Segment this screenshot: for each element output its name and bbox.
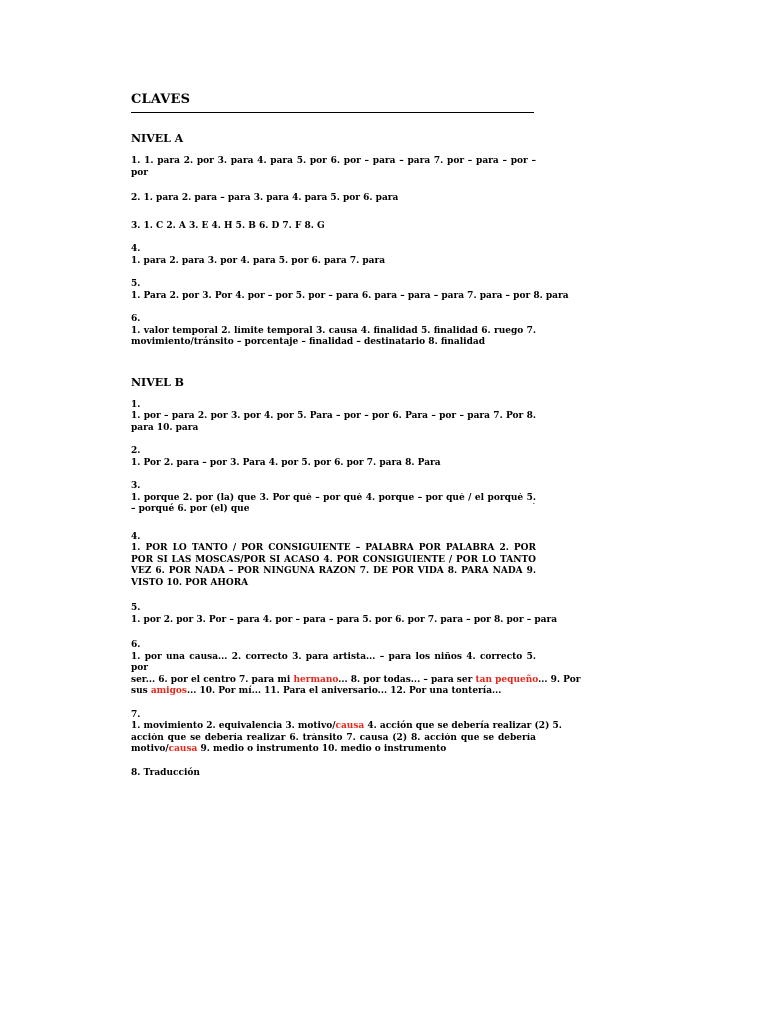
nivel-b-answer-4: 4. 1. POR LO TANTO / POR CONSIGUIENTE – PALABRA POR PALABRA 2. POR POR SI LAS MOSCAS/POR SI ACASO 4. POR CONSIGUIENTE / POR LO TANTO VEZ 6. POR NADA – POR NINGUNA RAZÓN 7. DE POR VIDA 8. PARA NADA 9. VISTO 10. POR AHORA [131, 531, 536, 588]
highlight-amigos: amigos [150, 686, 187, 696]
highlight-tan-pequeno: tan pequeño [475, 674, 539, 685]
highlight-causa-2: causa [168, 744, 198, 754]
nivel-b-answer-7: 7. 1. movimiento 2. equivalencia 3. motivo/causa 4. acción que se debería realizar (2) 5. acción que se debería realizar 6. tránsito 7. causa (2) 8. acción que se debería motivo/causa 9. medio o instrumento 10. medio o instrumento [131, 709, 562, 754]
nivel-b-answer-5: 5. 1. por 2. por 3. Por – para 4. por – para – para 5. por 6. por 7. para – por 8. por – para [131, 603, 558, 625]
nivel-a-heading: NIVEL A [131, 132, 184, 145]
nivel-a-answer-3: 3. 1. C 2. A 3. E 4. H 5. B 6. D 7. F 8. G [131, 220, 325, 231]
title-divider [131, 112, 534, 113]
nivel-b-answer-3: 3. 1. porque 2. por (la) que 3. Por qué – por qué 4. porque – por qué / el porqué 5. – porqué 6. por (el) que [131, 481, 536, 514]
nivel-a-answer-4: 4. 1. para 2. para 3. por 4. para 5. por 6. para 7. para [131, 244, 386, 266]
nivel-a-answer-1: 1. 1. para 2. por 3. para 4. para 5. por 6. por – para – para 7. por – para – por – por [131, 156, 536, 178]
highlight-hermano: hermano [293, 674, 339, 685]
nivel-b-answer-8: 8. Traducción [131, 767, 200, 778]
nivel-b-heading: NIVEL B [131, 375, 184, 389]
nivel-a-answer-2: 2. 1. para 2. para – para 3. para 4. para 5. por 6. para [131, 193, 399, 203]
nivel-a-answer-5: 5. 1. Para 2. por 3. Por 4. por – por 5. por – para 6. para – para – para 7. para – por 8. para [131, 279, 569, 301]
nivel-b-answer-2: 2. 1. Por 2. para – por 3. Para 4. por 5. por 6. por 7. para 8. Para [131, 446, 441, 468]
nivel-b-answer-6: 6. 1. por una causa... 2. correcto 3. para artista... – para los niños 4. correcto 5. por ser... 6. por el centro 7. para mi hermano... 8. por todas... – para ser tan pequeño... 9. Por sus amigos... 10. Por mí... 11. Para el aniversario... 12. Por una tontería... [131, 640, 581, 696]
nivel-a-answer-6: 6. 1. valor temporal 2. límite temporal 3. causa 4. finalidad 5. finalidad 6. ruego 7. movimiento/tránsito – porcentaje – finalidad – destinatario 8. finalidad [131, 314, 536, 347]
nivel-b-answer-1: 1. 1. por – para 2. por 3. por 4. por 5. Para – por – por 6. Para – por – para 7. Por 8. para 10. para [131, 399, 536, 433]
highlight-causa-1: causa [335, 721, 365, 731]
page-title: CLAVES [131, 92, 191, 107]
